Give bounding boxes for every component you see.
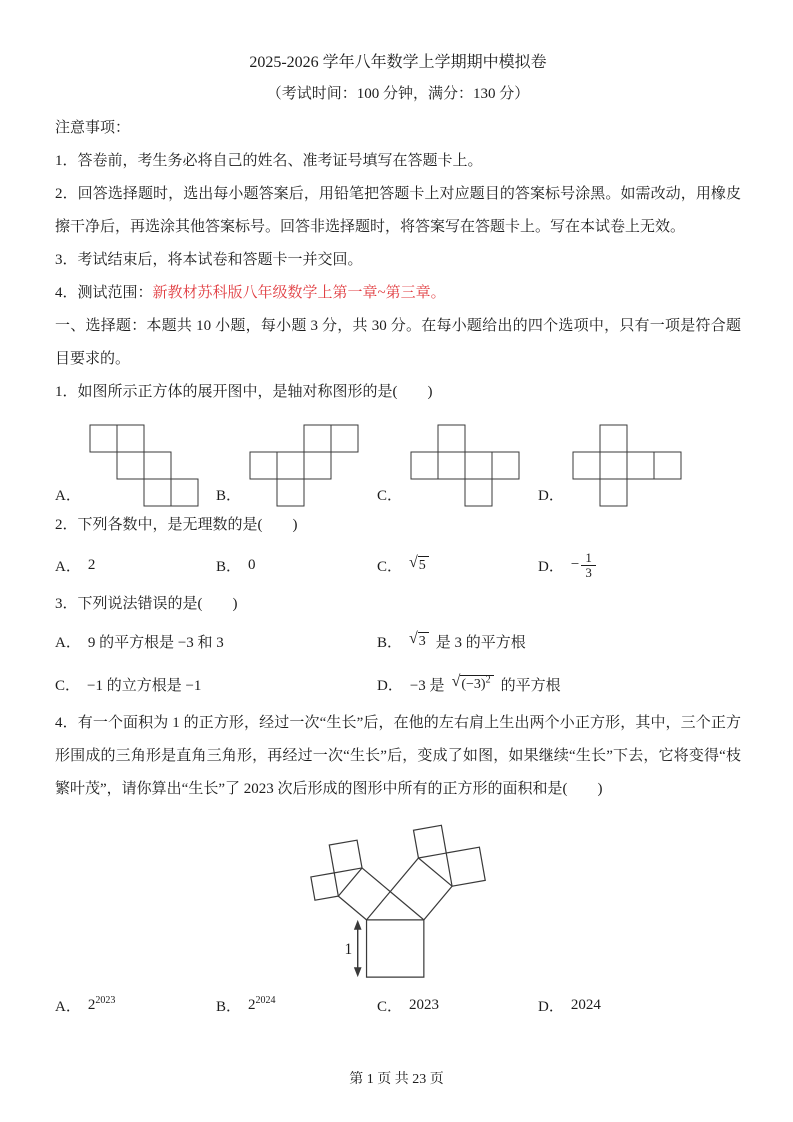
exam-subtitle: （考试时间：100 分钟，满分：130 分）: [266, 86, 530, 102]
notice-item-4-prefix: 4．测试范围：: [55, 285, 153, 301]
power-expression: [88, 997, 116, 1014]
option-post-text: 的平方根: [500, 677, 561, 694]
option-label-c: C．: [377, 488, 403, 504]
power-expression: [248, 997, 276, 1014]
q1-option-a: [55, 424, 216, 507]
option-value: 9 的平方根是 −3 和 3: [87, 634, 224, 651]
option-pre-text: −3 是: [409, 677, 445, 694]
q4-option-c: [377, 995, 538, 1016]
question-4-options: [55, 995, 741, 1016]
q4-option-a: [55, 995, 216, 1016]
option-label: D．: [377, 677, 403, 694]
notice-item-1: 1．答卷前，考生务必将自己的姓名、准考证号填写在答题卡上。: [55, 153, 483, 169]
notice-item-3: 3．考试结束后，将本试卷和答题卡一并交回。: [55, 252, 363, 268]
section-1-heading: 一、选择题：本题共 10 小题，每小题 3 分，共 30 分。在每小题给出的四个选项中，只有一项是符合题目要求的。: [55, 318, 741, 367]
svg-text:1: 1: [343, 941, 352, 959]
option-label: C．: [55, 677, 81, 694]
option-label: C．: [377, 999, 403, 1015]
option-label: D．: [538, 558, 564, 575]
cube-net-figure-b: [249, 424, 359, 507]
q3-option-c: [55, 674, 377, 695]
q1-option-d: [538, 424, 682, 507]
q1-option-b: [216, 424, 377, 507]
radicand-exponent: 2: [485, 673, 491, 685]
minus-sign: −: [570, 556, 580, 573]
test-scope-highlight: 新教材苏科版八年级数学上第一章~第三章。: [152, 285, 446, 301]
option-label: D．: [538, 999, 564, 1015]
option-value: 2: [87, 556, 96, 573]
q3-option-a: [55, 631, 377, 652]
question-3-text: 3．下列说法错误的是( ): [55, 596, 238, 612]
radical-icon: √: [409, 553, 418, 571]
q3-option-d: [377, 674, 561, 695]
q4-option-b: [216, 995, 377, 1016]
pythagoras-tree-figure: [55, 814, 741, 991]
option-value: 是 3 的平方根: [435, 634, 526, 651]
q2-option-b: [216, 555, 377, 576]
question-3-options-row-1: [55, 621, 741, 661]
option-value: 2024: [570, 997, 601, 1013]
option-value: 0: [248, 556, 256, 573]
sqrt-expression: √ 3: [409, 632, 429, 651]
notices-heading: 注意事项：: [55, 120, 131, 136]
q2-option-d: [538, 551, 596, 579]
option-label: A．: [55, 634, 81, 651]
sqrt-expression: [451, 672, 494, 694]
option-label: A．: [55, 999, 81, 1015]
q2-option-c: [377, 555, 538, 576]
option-label-b: B．: [216, 488, 242, 504]
question-2-text: 2．下列各数中，是无理数的是( ): [55, 517, 298, 533]
q1-option-c: [377, 424, 538, 507]
question-3-options-row-2: [55, 661, 741, 707]
sqrt-expression: √ 5: [409, 556, 429, 575]
q2-option-a: [55, 555, 216, 576]
question-2-options: [55, 542, 741, 588]
option-label: B．: [216, 999, 242, 1015]
power-exponent: 2023: [95, 995, 116, 1006]
option-label: A．: [55, 558, 81, 575]
option-label: C．: [377, 558, 403, 575]
cube-net-figure-c: [410, 424, 520, 507]
fraction: $\frac{1}{3}$: [581, 551, 596, 579]
radical-icon: √: [409, 629, 418, 647]
question-1-text: 1．如图所示正方体的展开图中，是轴对称图形的是( ): [55, 384, 433, 400]
exam-title: 2025-2026 学年八年数学上学期期中模拟卷: [249, 54, 547, 71]
cube-net-figure-a: [89, 424, 199, 507]
option-label-d: D．: [538, 488, 564, 504]
q4-option-d: [538, 995, 601, 1016]
question-1-figure-row: [55, 415, 741, 507]
option-label: B．: [377, 634, 403, 651]
cube-net-figure-d: [572, 424, 682, 507]
power-base: 2: [248, 997, 256, 1013]
q3-option-b: [377, 631, 526, 652]
option-value: 2023: [409, 997, 440, 1013]
negative-fraction: [571, 551, 596, 579]
power-exponent: 2024: [255, 995, 276, 1006]
notice-item-4: [55, 277, 741, 310]
radicand-base: (−3): [461, 676, 486, 692]
option-label: B．: [216, 558, 242, 575]
page-number-footer: 第 1 页 共 23 页: [349, 1072, 444, 1087]
question-4-text: 4．有一个面积为 1 的正方形，经过一次“生长”后，在他的左右肩上生出两个小正方形，其中，三个正方形围成的三角形是直角三角形，再经过一次“生长”后，变成了如图，如果继续“生长”下去，它将变得“枝繁叶茂”，请你算出“生长”了 2023 次后形成的图形中所有的正方形的面积和是( ): [55, 715, 741, 797]
pythagoras-tree-svg: [296, 814, 501, 991]
notice-item-2: 2．回答选择题时，选出每小题答案后，用铅笔把答题卡上对应题目的答案标号涂黑。如需改动，用橡皮擦干净后，再选涂其他答案标号。回答非选择题时，将答案写在答题卡上。写在本试卷上无效。: [55, 186, 741, 235]
option-label-a: A．: [55, 488, 81, 504]
option-value: −1 的立方根是 −1: [87, 677, 202, 694]
radical-icon: √: [451, 672, 461, 690]
power-base: 2: [87, 997, 96, 1013]
